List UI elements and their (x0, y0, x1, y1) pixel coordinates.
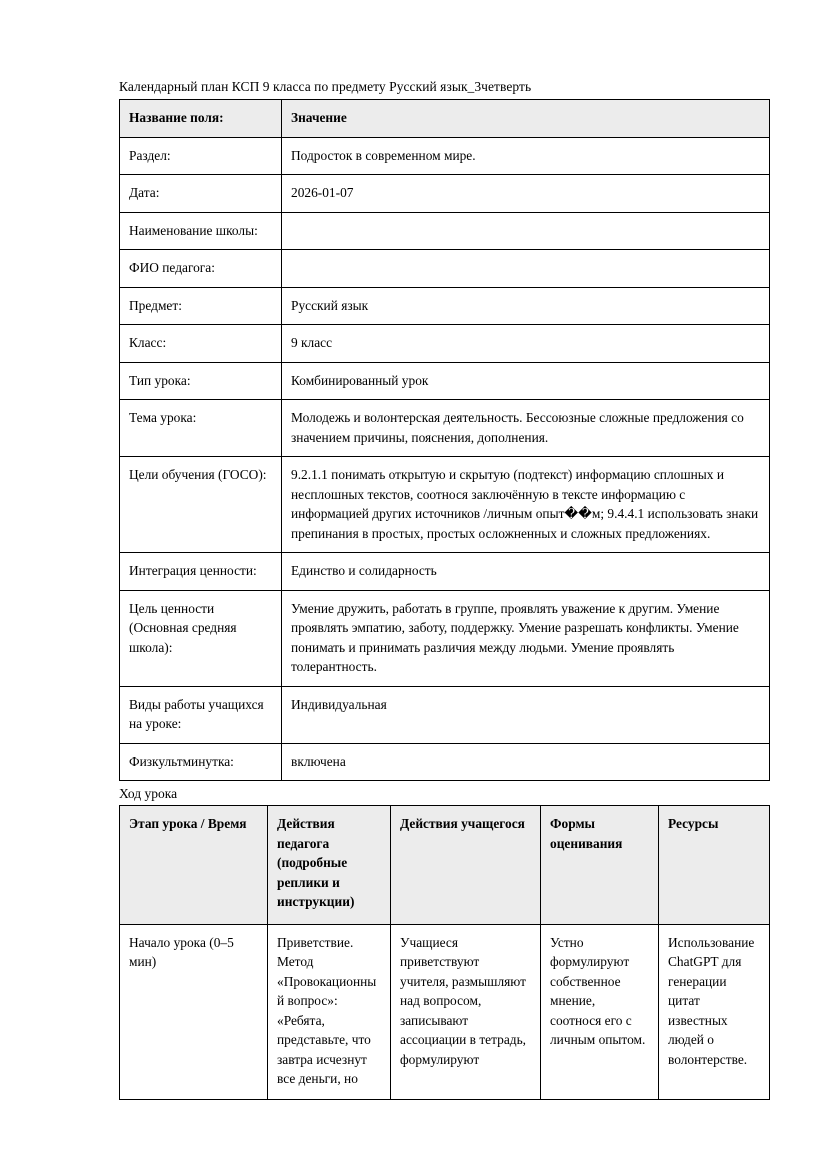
lesson-fields-body (120, 137, 770, 781)
lesson-flow-body (120, 924, 770, 1099)
table-header-row (120, 806, 770, 925)
column-header-field: Название поля: (120, 100, 282, 138)
table-row (120, 325, 770, 363)
field-value: включена (282, 743, 770, 781)
lesson-flow-caption: Ход урока (119, 786, 178, 801)
field-value: Единство и солидарность (282, 553, 770, 591)
page-title: Календарный план КСП 9 класса по предмету Русский язык_3четверть (119, 79, 532, 94)
cell-stage: Начало урока (0–5 мин) (120, 924, 268, 1099)
table-header-row (120, 100, 770, 138)
field-value: 2026-01-07 (282, 175, 770, 213)
field-label: Тема урока: (120, 400, 282, 457)
field-value: Комбинированный урок (282, 362, 770, 400)
table-row (120, 400, 770, 457)
table-row (120, 743, 770, 781)
table-row (120, 590, 770, 686)
field-value: Молодежь и волонтерская деятельность. Бессоюзные сложные предложения со значением причины, пояснения, дополнения. (282, 400, 770, 457)
cell-resources: Использование ChatGPT для генерации цитат известных людей о волонтерстве. (659, 924, 770, 1099)
column-header-teacher-actions: Действия педагога (подробные реплики и инструкции) (268, 806, 391, 925)
column-header-stage: Этап урока / Время (120, 806, 268, 925)
column-header-resources: Ресурсы (659, 806, 770, 925)
field-value: 9 класс (282, 325, 770, 363)
cell-assessment-forms: Устно формулируют собственное мнение, соотнося его с личным опытом. (541, 924, 659, 1099)
field-label: Виды работы учащихся на уроке: (120, 686, 282, 743)
field-label: ФИО педагога: (120, 250, 282, 288)
table-row (120, 457, 770, 553)
lesson-fields-table (119, 99, 770, 781)
field-label: Тип урока: (120, 362, 282, 400)
field-label: Цель ценности (Основная средняя школа): (120, 590, 282, 686)
field-value: Русский язык (282, 287, 770, 325)
table-row (120, 362, 770, 400)
field-label: Предмет: (120, 287, 282, 325)
field-label: Физкультминутка: (120, 743, 282, 781)
cell-student-actions: Учащиеся приветствуют учителя, размышляют над вопросом, записывают ассоциации в тетрадь, формулируют (391, 924, 541, 1099)
table-row (120, 553, 770, 591)
field-value: Подросток в современном мире. (282, 137, 770, 175)
field-label: Интеграция ценности: (120, 553, 282, 591)
field-value: Индивидуальная (282, 686, 770, 743)
table-row (120, 250, 770, 288)
column-header-value: Значение (282, 100, 770, 138)
field-value (282, 250, 770, 288)
table-row (120, 686, 770, 743)
field-label: Раздел: (120, 137, 282, 175)
table-row (120, 137, 770, 175)
table-row (120, 287, 770, 325)
table-row (120, 212, 770, 250)
field-value (282, 212, 770, 250)
table-row (120, 924, 770, 1099)
column-header-assessment-forms: Формы оценивания (541, 806, 659, 925)
cell-teacher-actions: Приветствие. Метод «Провокационный вопрос»: «Ребята, представьте, что завтра исчезнут все деньги, но (268, 924, 391, 1099)
table-row (120, 175, 770, 213)
column-header-student-actions: Действия учащегося (391, 806, 541, 925)
field-label: Наименование школы: (120, 212, 282, 250)
field-value: Умение дружить, работать в группе, проявлять уважение к другим. Умение проявлять эмпатию, заботу, поддержку. Умение разрешать конфликты. Умение понимать и принимать различия между людьми. Умение проявлять толерантность. (282, 590, 770, 686)
field-label: Цели обучения (ГОСО): (120, 457, 282, 553)
lesson-flow-table (119, 805, 770, 1100)
field-value: 9.2.1.1 понимать открытую и скрытую (подтекст) информацию сплошных и несплошных текстов, соотнося заключённую в тексте информацию с информацией других источников /личным опыт��м; 9.4.4.1 использовать знаки препинания в простых, простых осложненных и сложных предложениях. (282, 457, 770, 553)
field-label: Класс: (120, 325, 282, 363)
field-label: Дата: (120, 175, 282, 213)
